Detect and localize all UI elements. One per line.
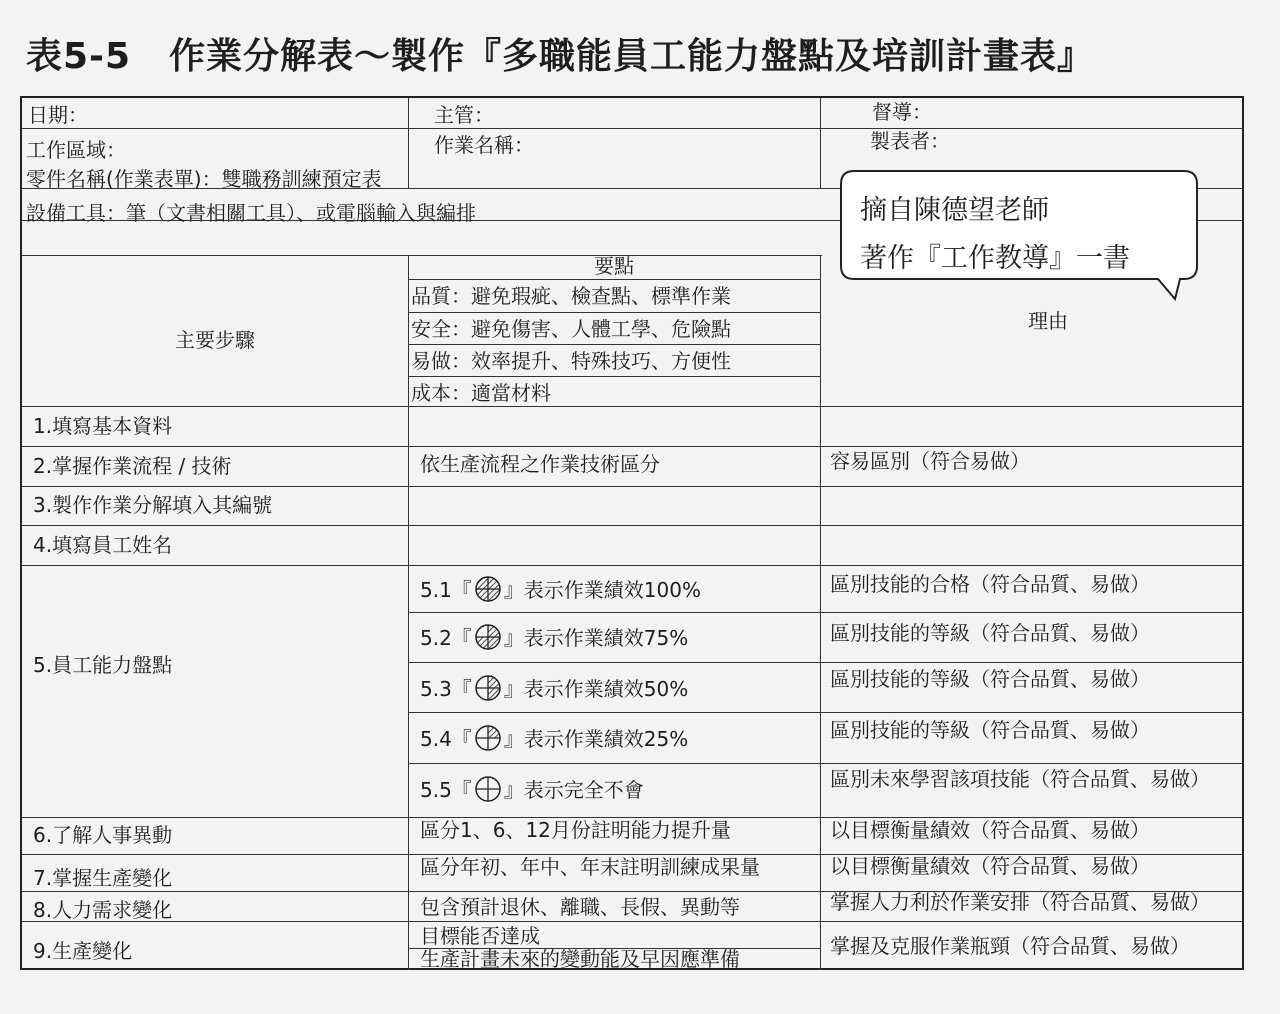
sub-5-2: 5.2『 』表示作業績效75% (420, 623, 688, 651)
job-name-label: 作業名稱： (434, 133, 534, 157)
performance-100-icon (474, 575, 502, 603)
rule (408, 98, 409, 188)
date-label: 日期： (28, 103, 88, 127)
point-cost: 成本：適當材料 (411, 381, 551, 405)
rule (22, 565, 1244, 566)
rule (22, 406, 1244, 407)
rule (22, 255, 822, 256)
sub-5-4: 5.4『 』表示作業績效25% (420, 724, 688, 752)
reason-2: 容易區別（符合易做） (830, 449, 1030, 473)
rule (22, 128, 1244, 129)
reason-8: 掌握人力利於作業安排（符合品質、易做） (830, 890, 1210, 914)
point-7: 區分年初、年中、年末註明訓練成果量 (420, 855, 760, 879)
step-7: 7.掌握生產變化 (33, 866, 173, 890)
callout-line-2: 著作『工作教導』一書 (860, 243, 1130, 274)
point-8: 包含預計退休、離職、長假、異動等 (420, 895, 740, 919)
step-4: 4.填寫員工姓名 (33, 533, 173, 557)
step-6: 6.了解人事異動 (33, 823, 173, 847)
page-title (26, 28, 1094, 79)
rule (408, 712, 1244, 713)
sub-5-1: 5.1『 』表示作業績效100% (420, 575, 701, 603)
performance-0-icon (474, 775, 502, 803)
point-safety: 安全：避免傷害、人體工學、危險點 (411, 317, 731, 341)
rule (408, 662, 1244, 663)
rule (408, 376, 820, 377)
reason-5-1: 區別技能的合格（符合品質、易做） (830, 572, 1150, 596)
point-9b: 生產計畫未來的變動能及早因應準備 (420, 947, 740, 971)
rule (22, 921, 1244, 922)
reason-5-5: 區別未來學習該項技能（符合品質、易做） (830, 767, 1210, 791)
step-5: 5.員工能力盤點 (33, 653, 173, 677)
reason-7: 以目標衡量績效（符合品質、易做） (830, 854, 1150, 878)
rule (408, 312, 820, 313)
rule (820, 98, 821, 188)
rule (820, 255, 821, 970)
rule (22, 525, 1244, 526)
table-title: 作業分解表～製作『多職能員工能力盤點及培訓計畫表』 (169, 36, 1095, 77)
reason-5-4: 區別技能的等級（符合品質、易做） (830, 718, 1150, 742)
rule (408, 763, 1244, 764)
sub-5-3: 5.3『 』表示作業績效50% (420, 674, 688, 702)
reason-header: 理由 (1028, 309, 1068, 333)
supervisor-label: 督導： (872, 100, 932, 124)
table-number: 表5-5 (26, 36, 132, 77)
point-9a: 目標能否達成 (420, 924, 540, 948)
performance-25-icon (474, 724, 502, 752)
step-8: 8.人力需求變化 (33, 898, 173, 922)
point-ease: 易做：效率提升、特殊技巧、方便性 (411, 349, 731, 373)
source-callout (840, 170, 1198, 280)
reason-5-3: 區別技能的等級（符合品質、易做） (830, 667, 1150, 691)
step-2: 2.掌握作業流程 / 技術 (33, 454, 232, 478)
reason-6: 以目標衡量績效（符合品質、易做） (830, 818, 1150, 842)
performance-75-icon (474, 623, 502, 651)
work-area-label: 工作區域： (26, 138, 126, 162)
rule (408, 612, 1244, 613)
step-3: 3.製作作業分解填入其編號 (33, 493, 273, 517)
callout-line-1: 摘自陳德望老師 (860, 195, 1049, 226)
point-6: 區分1、6、12月份註明能力提升量 (420, 818, 731, 842)
rule (408, 255, 409, 970)
reason-9: 掌握及克服作業瓶頸（符合品質、易做） (830, 934, 1190, 958)
rule (22, 486, 1244, 487)
equipment: 設備工具：筆（文書相關工具）、或電腦輸入與編排 (26, 201, 476, 225)
performance-50-icon (474, 674, 502, 702)
reason-5-2: 區別技能的等級（符合品質、易做） (830, 621, 1150, 645)
rule (408, 344, 820, 345)
point-2: 依生產流程之作業技術區分 (420, 452, 660, 476)
sub-5-5: 5.5『 』表示完全不會 (420, 775, 644, 803)
preparer-label: 製表者： (870, 129, 950, 153)
rule (22, 446, 1244, 447)
manager-label: 主管： (434, 103, 494, 127)
steps-header: 主要步驟 (175, 328, 255, 352)
part-name: 零件名稱(作業表單)：雙職務訓練預定表 (26, 167, 382, 191)
point-quality: 品質：避免瑕疵、檢查點、標準作業 (411, 284, 731, 308)
step-1: 1.填寫基本資料 (33, 414, 173, 438)
points-header: 要點 (594, 254, 634, 278)
rule (408, 279, 820, 280)
step-9: 9.生產變化 (33, 939, 133, 963)
